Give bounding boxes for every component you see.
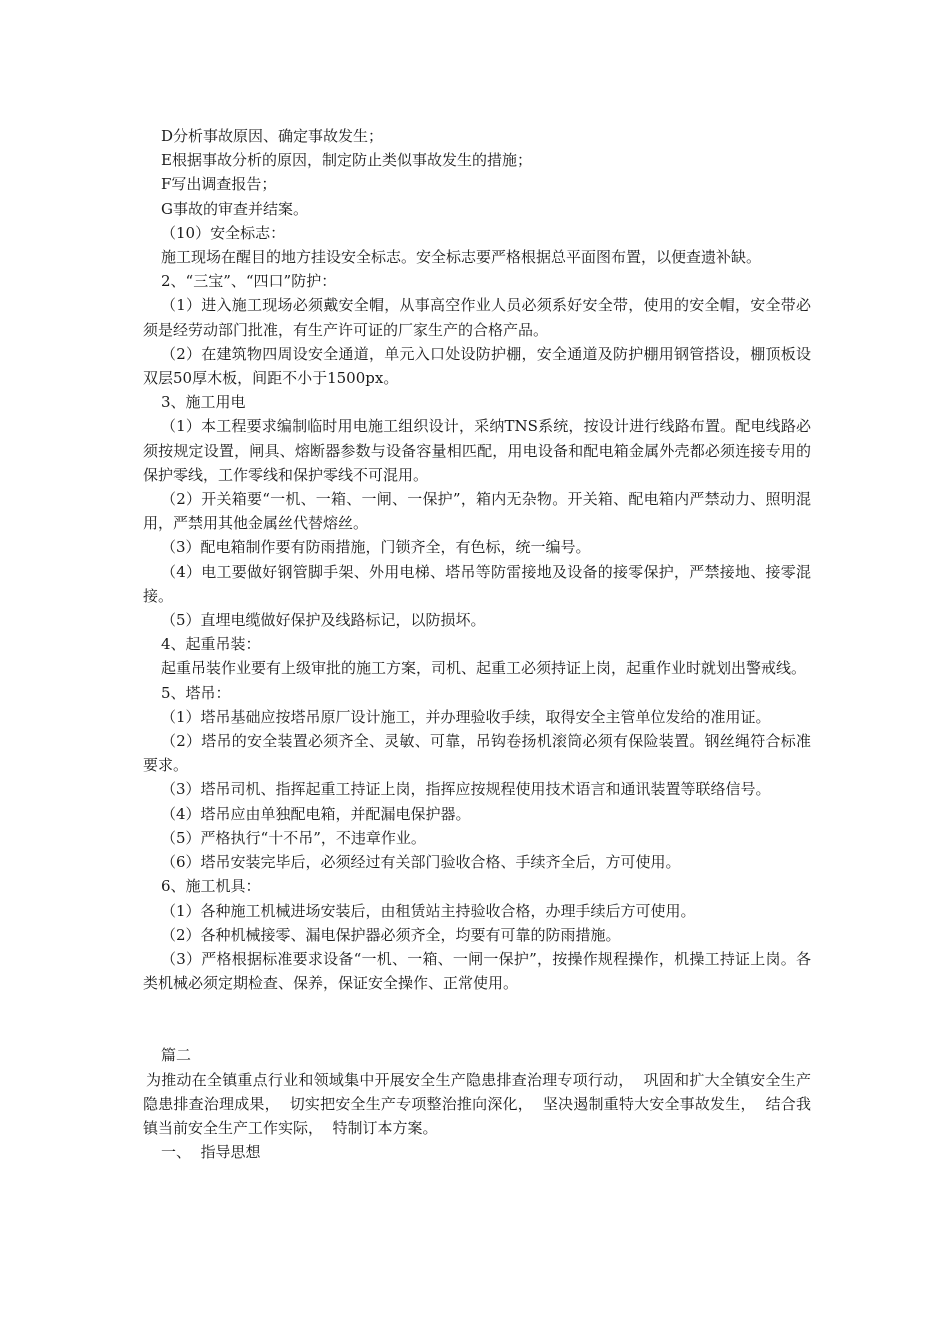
paragraph: （2）开关箱要“一机、一箱、一闸、一保护”，箱内无杂物。开关箱、配电箱内严禁动力、照明混用，严禁用其他金属丝代替熔丝。 — [143, 490, 811, 533]
paragraph: （2）塔吊的安全装置必须齐全、灵敏、可靠，吊钩卷扬机滚筒必须有保险装置。钢丝绳符合标准要求。 — [143, 732, 811, 775]
paragraph: （4）电工要做好钢管脚手架、外用电梯、塔吊等防雷接地及设备的接零保护，严禁接地、接零混接。 — [143, 562, 811, 605]
paragraph: 一、 指导思想 — [161, 1143, 261, 1162]
paragraph: （1）进入施工现场必须戴安全帽，从事高空作业人员必须系好安全带，使用的安全帽，安全带必须是经劳动部门批准，有生产许可证的厂家生产的合格产品。 — [143, 296, 811, 339]
paragraph: （5）直埋电缆做好保护及线路标记，以防损坏。 — [161, 611, 486, 630]
paragraph: 5、塔吊： — [161, 683, 231, 702]
part-one-section — [143, 124, 811, 995]
part-two-section — [143, 1043, 811, 1164]
paragraph: 施工现场在醒目的地方挂设安全标志。安全标志要严格根据总平面图布置，以便查遗补缺。 — [161, 248, 762, 267]
paragraph: 篇二 — [161, 1046, 192, 1065]
document-body — [143, 124, 811, 1164]
paragraph: （6）塔吊安装完毕后，必须经过有关部门验收合格、手续齐全后，方可使用。 — [161, 853, 681, 872]
paragraph: （2）在建筑物四周设安全通道，单元入口处设防护棚，安全通道及防护棚用钢管搭设，棚顶板设双层50厚木板，间距不小于1500px。 — [143, 344, 811, 388]
paragraph: （2）各种机械接零、漏电保护器必须齐全，均要有可靠的防雨措施。 — [161, 925, 621, 944]
section-gap — [143, 995, 811, 1043]
paragraph: （1）本工程要求编制临时用电施工组织设计，采纳TNS系统，按设计进行线路布置。配电线路必须按规定设置，闸具、熔断器参数与设备容量相匹配，用电设备和配电箱金属外壳都必须连接专用的保护零线，工作零线和保护零线不可混用。 — [143, 417, 811, 484]
paragraph: （4）塔吊应由单独配电箱，并配漏电保护器。 — [161, 804, 471, 823]
paragraph: 4、起重吊装： — [161, 635, 261, 654]
paragraph: E根据事故分析的原因，制定防止类似事故发生的措施； — [161, 151, 532, 170]
paragraph: 3、施工用电 — [161, 393, 246, 412]
paragraph: 为推动在全镇重点行业和领域集中开展安全生产隐患排查治理专项行动， 巩固和扩大全镇安全生产隐患排查治理成果， 切实把安全生产专项整治推向深化， 坚决遏制重特大安全事故发生， 结合我镇当前安全生产工作实际， 特制订本方案。 — [143, 1070, 811, 1137]
paragraph: 2、“三宝”、“四口”防护： — [161, 272, 337, 291]
paragraph: （10）安全标志： — [161, 223, 286, 242]
paragraph: （1）各种施工机械进场安装后，由租赁站主持验收合格，办理手续后方可使用。 — [161, 901, 696, 920]
paragraph: 起重吊装作业要有上级审批的施工方案，司机、起重工必须持证上岗，起重作业时就划出警戒线。 — [161, 659, 807, 678]
paragraph: （3）塔吊司机、指挥起重工持证上岗，指挥应按规程使用技术语言和通讯装置等联络信号。 — [161, 780, 771, 799]
paragraph: （3）严格根据标准要求设备“一机、一箱、一闸一保护”，按操作规程操作，机操工持证上岗。各类机械必须定期检查、保养，保证安全操作、正常使用。 — [143, 949, 811, 993]
paragraph: D分析事故原因、确定事故发生； — [161, 127, 384, 145]
paragraph: （5）严格执行“十不吊”，不违章作业。 — [161, 828, 426, 847]
paragraph: 6、施工机具： — [161, 877, 261, 896]
paragraph: F写出调查报告； — [161, 175, 277, 194]
paragraph: （1）塔吊基础应按塔吊原厂设计施工，并办理验收手续，取得安全主管单位发给的准用证。 — [161, 707, 771, 726]
paragraph: G事故的审查并结案。 — [161, 199, 308, 218]
paragraph: （3）配电箱制作要有防雨措施，门锁齐全，有色标，统一编号。 — [161, 538, 591, 557]
